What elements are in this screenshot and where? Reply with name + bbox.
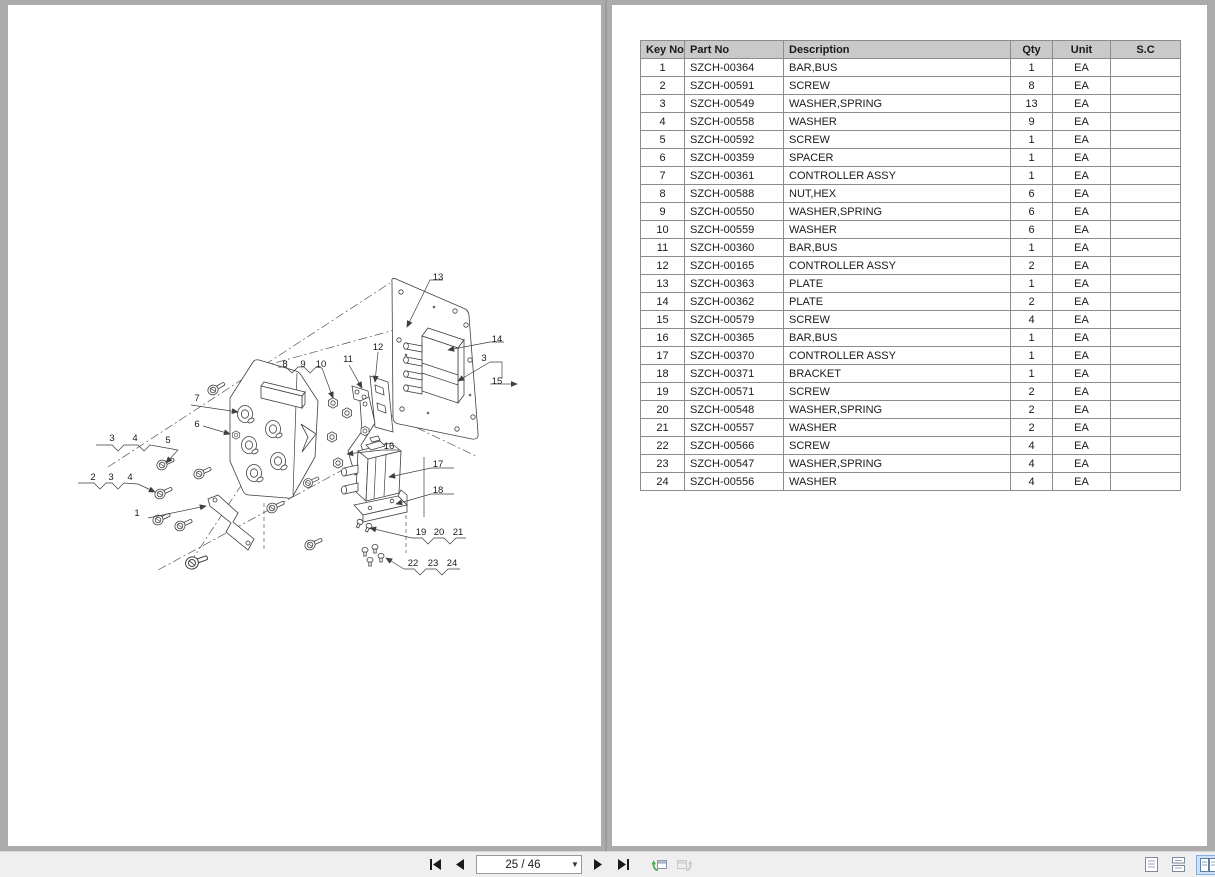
parts-table [640, 40, 1181, 491]
diagram-callout: 1 [134, 508, 140, 519]
table-cell [1111, 257, 1181, 275]
table-cell: 2 [1011, 293, 1053, 311]
table-cell: SZCH-00556 [685, 473, 784, 491]
table-cell: SZCH-00359 [685, 149, 784, 167]
table-cell: SZCH-00558 [685, 113, 784, 131]
table-cell [1111, 77, 1181, 95]
table-cell [1111, 347, 1181, 365]
viewer-toolbar [0, 851, 1215, 877]
table-cell: EA [1053, 203, 1111, 221]
table-cell: 23 [641, 455, 685, 473]
first-page-button[interactable] [426, 856, 444, 874]
table-cell: 7 [641, 167, 685, 185]
table-cell: 4 [1011, 437, 1053, 455]
column-header: Description [784, 41, 1011, 59]
diagram-callout: 10 [315, 359, 327, 370]
table-cell: EA [1053, 293, 1111, 311]
table-cell [1111, 311, 1181, 329]
table-row [641, 131, 1181, 149]
table-cell: WASHER [784, 221, 1011, 239]
column-header: Unit [1053, 41, 1111, 59]
table-row [641, 455, 1181, 473]
table-row [641, 185, 1181, 203]
table-cell: SZCH-00364 [685, 59, 784, 77]
diagram-callout: 4 [132, 433, 138, 444]
next-view-button[interactable] [675, 856, 693, 874]
continuous-layout-icon [1172, 857, 1185, 872]
table-body [641, 59, 1181, 491]
table-cell: 1 [1011, 59, 1053, 77]
table-cell [1111, 401, 1181, 419]
table-cell [1111, 275, 1181, 293]
diagram-callout: 11 [343, 354, 353, 365]
table-cell [1111, 329, 1181, 347]
table-cell: BAR,BUS [784, 329, 1011, 347]
table-cell: WASHER,SPRING [784, 203, 1011, 221]
diagram-callout: 15 [491, 376, 503, 387]
table-cell: EA [1053, 419, 1111, 437]
table-cell [1111, 473, 1181, 491]
table-row [641, 419, 1181, 437]
table-cell [1111, 239, 1181, 257]
table-cell: EA [1053, 383, 1111, 401]
table-cell: 5 [641, 131, 685, 149]
table-row [641, 221, 1181, 239]
table-cell: EA [1053, 347, 1111, 365]
table-cell: 11 [641, 239, 685, 257]
diagram-callout: 2 [90, 472, 96, 483]
diagram-callout: 5 [165, 435, 171, 446]
table-cell [1111, 437, 1181, 455]
table-cell: EA [1053, 311, 1111, 329]
table-cell: 8 [641, 185, 685, 203]
table-cell: EA [1053, 59, 1111, 77]
table-cell [1111, 221, 1181, 239]
table-cell: SZCH-00370 [685, 347, 784, 365]
table-cell: 1 [1011, 365, 1053, 383]
column-header: Qty [1011, 41, 1053, 59]
table-cell [1111, 383, 1181, 401]
table-cell: 1 [1011, 239, 1053, 257]
diagram-callout: 9 [300, 359, 306, 370]
table-row [641, 239, 1181, 257]
column-header: S.C [1111, 41, 1181, 59]
table-cell: 1 [1011, 347, 1053, 365]
table-cell: 4 [1011, 311, 1053, 329]
dropdown-arrow-icon: ▼ [571, 860, 579, 869]
table-cell: 13 [641, 275, 685, 293]
table-cell: EA [1053, 221, 1111, 239]
column-header: Part No [685, 41, 784, 59]
table-cell: 1 [1011, 167, 1053, 185]
table-cell [1111, 131, 1181, 149]
diagram-callout: 3 [481, 353, 487, 364]
table-cell: 12 [641, 257, 685, 275]
table-cell: SZCH-00362 [685, 293, 784, 311]
previous-view-button[interactable] [650, 856, 668, 874]
table-cell [1111, 113, 1181, 131]
table-cell: SZCH-00566 [685, 437, 784, 455]
table-row [641, 149, 1181, 167]
page-layout-controls [1142, 852, 1215, 877]
table-cell: 1 [1011, 329, 1053, 347]
table-row [641, 437, 1181, 455]
next-view-icon [676, 857, 693, 872]
table-cell: SZCH-00591 [685, 77, 784, 95]
table-cell [1111, 185, 1181, 203]
table-cell: 6 [641, 149, 685, 167]
exploded-parts-diagram [8, 5, 601, 846]
table-row [641, 203, 1181, 221]
table-cell: SZCH-00549 [685, 95, 784, 113]
single-page-layout-button[interactable] [1142, 856, 1160, 874]
table-cell: EA [1053, 113, 1111, 131]
table-cell: SZCH-00165 [685, 257, 784, 275]
table-cell [1111, 95, 1181, 113]
table-cell: 16 [641, 329, 685, 347]
diagram-callout: 23 [427, 558, 439, 569]
table-cell: EA [1053, 185, 1111, 203]
table-cell: EA [1053, 437, 1111, 455]
continuous-layout-button[interactable] [1169, 856, 1187, 874]
table-cell: SZCH-00557 [685, 419, 784, 437]
table-cell: 6 [1011, 185, 1053, 203]
table-cell: 2 [1011, 257, 1053, 275]
next-page-button[interactable] [589, 856, 607, 874]
table-cell: 10 [641, 221, 685, 239]
first-page-icon [429, 859, 442, 870]
diagram-callout: 4 [127, 472, 133, 483]
table-row [641, 383, 1181, 401]
table-row [641, 113, 1181, 131]
page-right-parts-list [612, 5, 1207, 846]
table-cell: 2 [1011, 401, 1053, 419]
column-header: Key No [641, 41, 685, 59]
table-cell: SZCH-00588 [685, 185, 784, 203]
table-cell: EA [1053, 167, 1111, 185]
table-cell: WASHER,SPRING [784, 401, 1011, 419]
table-cell: 2 [641, 77, 685, 95]
table-row [641, 257, 1181, 275]
table-cell [1111, 149, 1181, 167]
table-cell: SZCH-00363 [685, 275, 784, 293]
table-cell: 1 [641, 59, 685, 77]
table-cell: 13 [1011, 95, 1053, 113]
table-cell: 2 [1011, 383, 1053, 401]
table-row [641, 59, 1181, 77]
table-cell: SZCH-00547 [685, 455, 784, 473]
table-cell: EA [1053, 473, 1111, 491]
table-cell: 4 [641, 113, 685, 131]
table-cell: 3 [641, 95, 685, 113]
table-cell: SCREW [784, 383, 1011, 401]
table-cell [1111, 167, 1181, 185]
table-row [641, 401, 1181, 419]
table-cell: 18 [641, 365, 685, 383]
table-cell: EA [1053, 239, 1111, 257]
table-cell: 17 [641, 347, 685, 365]
table-cell: 4 [1011, 473, 1053, 491]
diagram-callout: 14 [491, 334, 503, 345]
table-row [641, 365, 1181, 383]
table-cell: 9 [641, 203, 685, 221]
table-cell: 6 [1011, 221, 1053, 239]
table-cell: SZCH-00361 [685, 167, 784, 185]
table-cell: 8 [1011, 77, 1053, 95]
diagram-callout: 19 [415, 527, 427, 538]
table-cell: SCREW [784, 77, 1011, 95]
table-cell [1111, 293, 1181, 311]
table-cell: 6 [1011, 203, 1053, 221]
diagram-callout: 7 [194, 393, 200, 404]
table-row [641, 347, 1181, 365]
page-number-combobox[interactable] [476, 855, 582, 874]
table-cell: SZCH-00548 [685, 401, 784, 419]
diagram-callout: 17 [432, 459, 444, 470]
table-cell [1111, 455, 1181, 473]
table-cell: EA [1053, 329, 1111, 347]
table-cell: CONTROLLER ASSY [784, 167, 1011, 185]
next-page-icon [593, 859, 603, 870]
table-cell: 19 [641, 383, 685, 401]
table-cell: EA [1053, 365, 1111, 383]
table-row [641, 167, 1181, 185]
table-cell: 14 [641, 293, 685, 311]
table-cell: WASHER [784, 419, 1011, 437]
diagram-callout: 12 [372, 342, 384, 353]
table-cell: EA [1053, 401, 1111, 419]
previous-page-icon [455, 859, 465, 870]
table-row [641, 473, 1181, 491]
table-cell: 15 [641, 311, 685, 329]
page-left-diagram [8, 5, 601, 846]
diagram-callout: 24 [446, 558, 458, 569]
diagram-callout: 21 [452, 527, 464, 538]
table-cell: 24 [641, 473, 685, 491]
diagram-callout: 3 [108, 472, 114, 483]
table-cell: WASHER,SPRING [784, 455, 1011, 473]
table-cell: 1 [1011, 131, 1053, 149]
table-cell: SZCH-00571 [685, 383, 784, 401]
table-cell: NUT,HEX [784, 185, 1011, 203]
last-page-icon [617, 859, 630, 870]
table-row [641, 293, 1181, 311]
table-row [641, 329, 1181, 347]
table-header-row [641, 41, 1181, 59]
table-cell: WASHER [784, 473, 1011, 491]
diagram-callout: 8 [282, 359, 288, 370]
table-cell: PLATE [784, 293, 1011, 311]
table-cell [1111, 365, 1181, 383]
diagram-callout: 22 [407, 558, 419, 569]
table-cell: EA [1053, 149, 1111, 167]
last-page-button[interactable] [614, 856, 632, 874]
table-cell: BAR,BUS [784, 239, 1011, 257]
diagram-callout: 18 [432, 485, 444, 496]
table-cell [1111, 419, 1181, 437]
table-cell: SZCH-00371 [685, 365, 784, 383]
table-cell: SZCH-00559 [685, 221, 784, 239]
table-cell: EA [1053, 455, 1111, 473]
table-cell: BAR,BUS [784, 59, 1011, 77]
table-cell: SZCH-00360 [685, 239, 784, 257]
table-cell [1111, 59, 1181, 77]
facing-pages-layout-button[interactable] [1196, 855, 1215, 875]
page-navigation [426, 852, 693, 877]
table-cell: SZCH-00592 [685, 131, 784, 149]
table-cell: EA [1053, 131, 1111, 149]
table-cell: SCREW [784, 437, 1011, 455]
previous-view-icon [651, 857, 668, 872]
table-cell: 22 [641, 437, 685, 455]
table-cell: SPACER [784, 149, 1011, 167]
table-cell: 1 [1011, 275, 1053, 293]
diagram-callout: 16 [383, 441, 395, 452]
table-row [641, 311, 1181, 329]
table-cell: SZCH-00550 [685, 203, 784, 221]
table-cell: BRACKET [784, 365, 1011, 383]
diagram-callout: 13 [432, 272, 444, 283]
table-cell: CONTROLLER ASSY [784, 257, 1011, 275]
table-cell: 20 [641, 401, 685, 419]
table-cell: PLATE [784, 275, 1011, 293]
table-cell: WASHER [784, 113, 1011, 131]
single-page-layout-icon [1145, 857, 1158, 872]
table-cell: WASHER,SPRING [784, 95, 1011, 113]
table-cell: EA [1053, 257, 1111, 275]
table-cell [1111, 203, 1181, 221]
table-cell: 4 [1011, 455, 1053, 473]
previous-page-button[interactable] [451, 856, 469, 874]
page-seam [605, 0, 607, 851]
table-cell: EA [1053, 275, 1111, 293]
table-cell: 2 [1011, 419, 1053, 437]
table-row [641, 77, 1181, 95]
table-cell: SCREW [784, 131, 1011, 149]
table-row [641, 95, 1181, 113]
table-cell: 1 [1011, 149, 1053, 167]
table-cell: EA [1053, 95, 1111, 113]
table-cell: SZCH-00365 [685, 329, 784, 347]
facing-pages-layout-icon [1200, 858, 1215, 872]
middle-plate [230, 360, 318, 499]
table-row [641, 275, 1181, 293]
table-cell: SCREW [784, 311, 1011, 329]
table-cell: EA [1053, 77, 1111, 95]
diagram-callout: 3 [109, 433, 115, 444]
table-cell: 21 [641, 419, 685, 437]
page-indicator: 25 / 46 [505, 858, 541, 871]
table-cell: CONTROLLER ASSY [784, 347, 1011, 365]
table-cell: 9 [1011, 113, 1053, 131]
table-cell: SZCH-00579 [685, 311, 784, 329]
diagram-callout: 6 [194, 419, 200, 430]
diagram-callout: 20 [433, 527, 445, 538]
